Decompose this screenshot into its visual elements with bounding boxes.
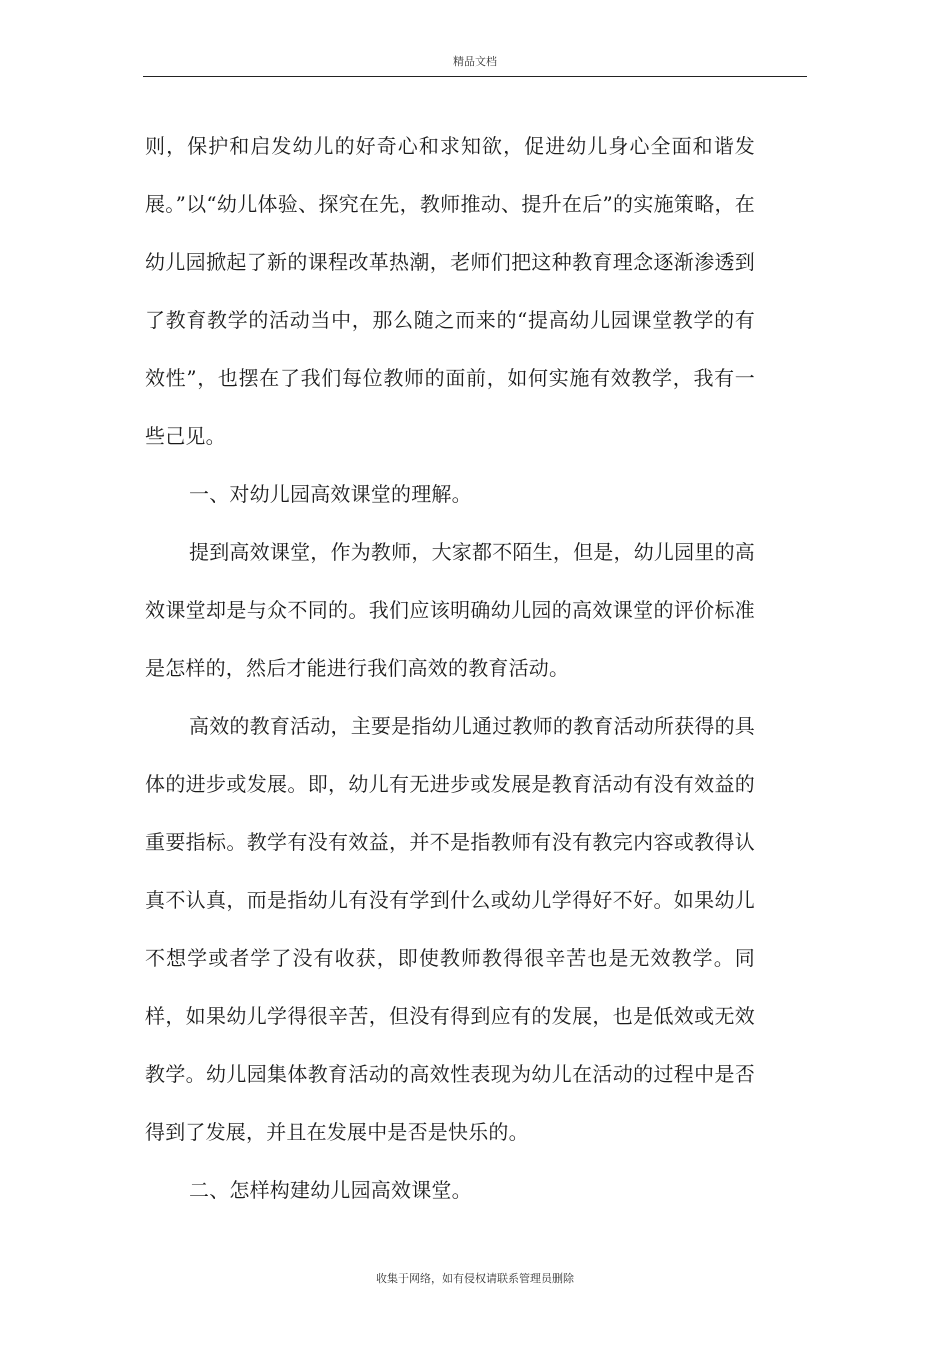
paragraph-high-efficiency-intro: 提到高效课堂，作为教师，大家都不陌生，但是，幼儿园里的高效课堂却是与众不同的。我们应该明确幼儿园的高效课堂的评价标准是怎样的，然后才能进行我们高效的教育活动。: [145, 540, 755, 680]
section-heading-2: 二、怎样构建幼儿园高效课堂。: [189, 1178, 472, 1202]
paragraph-effective-activity: 高效的教育活动，主要是指幼儿通过教师的教育活动所获得的具体的进步或发展。即，幼儿有无进步或发展是教育活动有没有效益的重要指标。教学有没有效益，并不是指教师有没有教完内容或教得认真不认真，而是指幼儿有没有学到什么或幼儿学得好不好。如果幼儿不想学或者学了没有收获，即使教师教得很辛苦也是无效教学。同样，如果幼儿学得很辛苦，但没有得到应有的发展，也是低效或无效教学。幼儿园集体教育活动的高效性表现为幼儿在活动的过程中是否得到了发展，并且在发展中是否是快乐的。: [145, 714, 755, 1144]
page-footer: 收集于网络，如有侵权请联系管理员删除: [376, 1272, 574, 1285]
document-body: [145, 117, 755, 1219]
section-heading-1: 一、对幼儿园高效课堂的理解。: [189, 482, 472, 506]
header-divider: [143, 76, 807, 77]
paragraph-continuation: 则，保护和启发幼儿的好奇心和求知欲，促进幼儿身心全面和谐发展。”以“幼儿体验、探究在先，教师推动、提升在后”的实施策略，在幼儿园掀起了新的课程改革热潮，老师们把这种教育理念逐渐渗透到了教育教学的活动当中，那么随之而来的“提高幼儿园课堂教学的有效性”，也摆在了我们每位教师的面前，如何实施有效教学，我有一些己见。: [145, 134, 755, 448]
page-header: 精品文档: [453, 55, 497, 68]
